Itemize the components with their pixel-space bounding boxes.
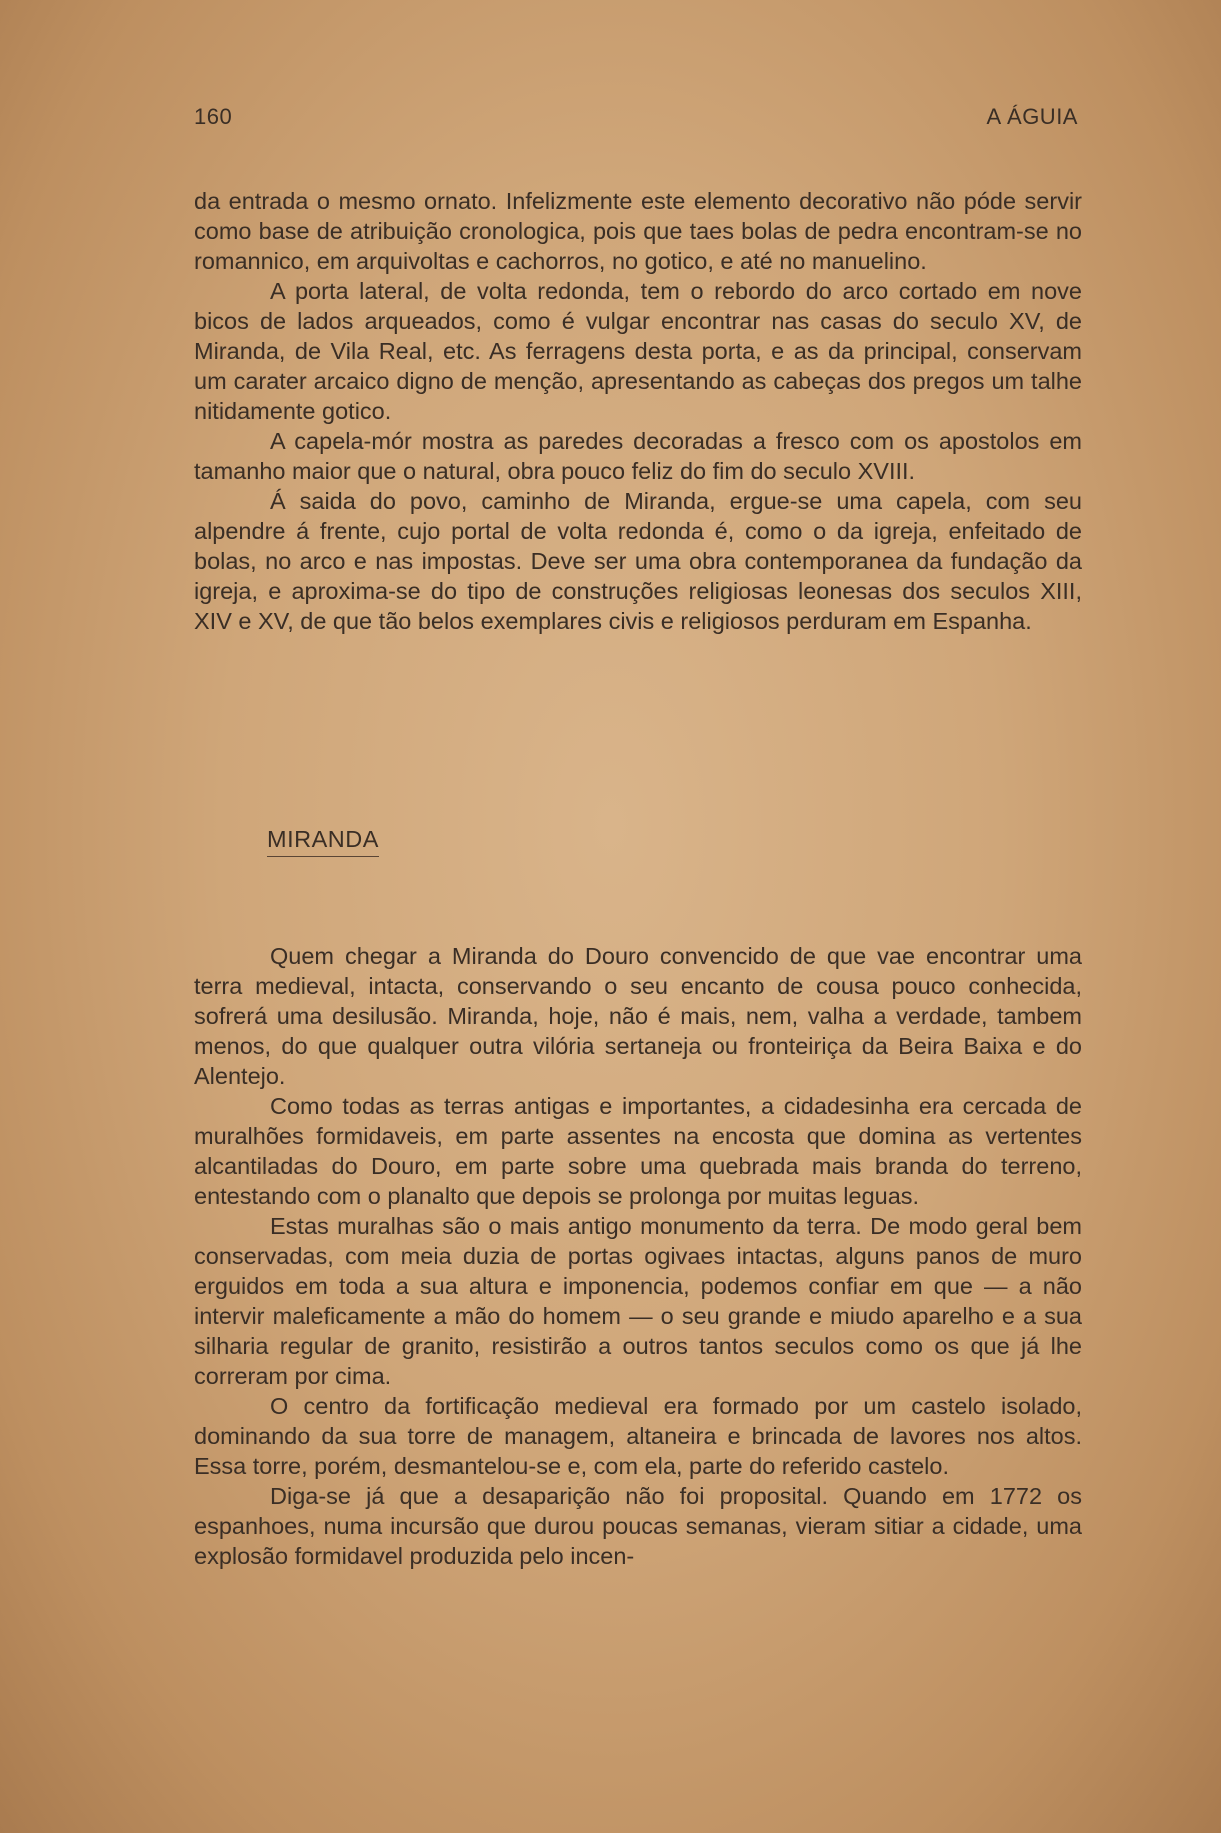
running-title: A ÁGUIA [986,104,1078,129]
paragraph: da entrada o mesmo ornato. Infelizmente este elemento decorativo não póde servir como base de atribuição cronologica, pois que taes bolas de pedra encontram-se no romannico, em arquivoltas e cachorros, no gotico, e até no manuelino. [194,188,1082,274]
paragraph: Estas muralhas são o mais antigo monumento da terra. De modo geral bem conservadas, com meia duzia de portas ogivaes intactas, alguns panos de muro erguidos em toda a sua altura e imponencia, podemos confiar em que — a não intervir maleficamente a mão do homem — o seu grande e miudo aparelho e a sua silharia regular de granito, resistirão a outros tantos seculos como os que já lhe correram por cima. [194,1213,1082,1389]
section-heading: MIRANDA [267,826,379,857]
paragraph: Como todas as terras antigas e importantes, a cidadesinha era cercada de muralhões formidaveis, em parte assentes na encosta que domina as vertentes alcantiladas do Douro, em parte sobre uma quebrada mais branda do terreno, entestando com o planalto que depois se prolonga por muitas leguas. [194,1093,1082,1209]
paragraph: Diga-se já que a desaparição não foi proposital. Quando em 1772 os espanhoes, numa incursão que durou poucas semanas, vieram sitiar a cidade, uma explosão formidavel produzida pelo incen- [194,1483,1082,1569]
paragraph: Quem chegar a Miranda do Douro convencido de que vae encontrar uma terra medieval, intacta, conservando o seu encanto de cousa pouco conhecida, sofrerá uma desilusão. Miranda, hoje, não é mais, nem, valha a verdade, tambem menos, do que qualquer outra vilória sertaneja ou fronteiriça da Beira Baixa e do Alentejo. [194,943,1082,1089]
running-header [194,104,1078,130]
paragraph: A capela-mór mostra as paredes decoradas a fresco com os apostolos em tamanho maior que o natural, obra pouco feliz do fim do seculo XVIII. [194,428,1082,484]
paragraph: A porta lateral, de volta redonda, tem o rebordo do arco cortado em nove bicos de lados arqueados, como é vulgar encontrar nas casas do seculo XV, de Miranda, de Vila Real, etc. As ferragens desta porta, e as da principal, conservam um carater arcaico digno de menção, apresentando as cabeças dos pregos um talhe nitidamente gotico. [194,278,1082,424]
paragraph: O centro da fortificação medieval era formado por um castelo isolado, dominando da sua torre de managem, altaneira e brincada de lavores nos altos. Essa torre, porém, desmantelou-se e, com ela, parte do referido castelo. [194,1393,1082,1479]
text-block-miranda [194,941,1082,1571]
paragraph: Á saida do povo, caminho de Miranda, ergue-se uma capela, com seu alpendre á frente, cujo portal de volta redonda é, como o da igreja, enfeitado de bolas, no arco e nas impostas. Deve ser uma obra contemporanea da fundação da igreja, e aproxima-se do tipo de construções religiosas leonesas dos seculos XIII, XIV e XV, de que tão belos exemplares civis e religiosos perduram em Espanha. [194,488,1082,634]
text-block-continuation [194,186,1082,636]
page-number: 160 [194,104,233,129]
